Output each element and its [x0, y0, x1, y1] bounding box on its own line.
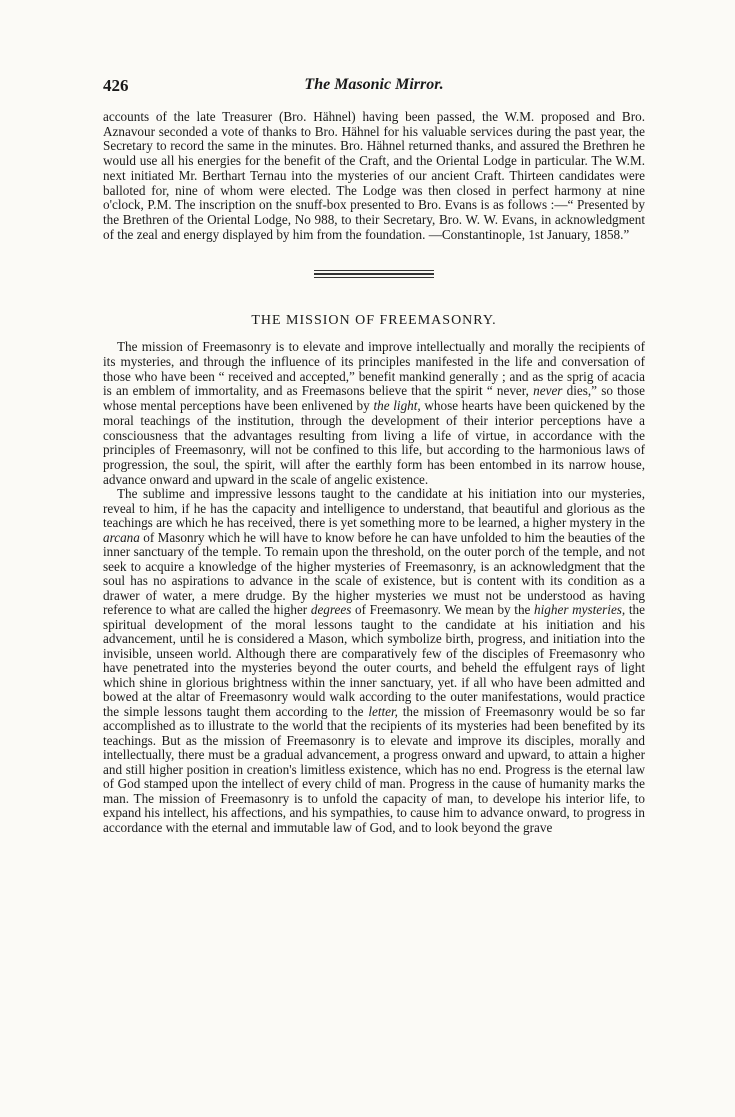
- section-divider: [314, 270, 434, 278]
- paragraph-1-italic-never: never: [533, 383, 563, 399]
- paragraph-1-italic-the-light: the light,: [373, 398, 421, 414]
- paragraph-2-italic-higher-mysteries: higher mysteries,: [534, 602, 626, 618]
- paragraph-1-text-a: The mission of Freemasonry is to elevate and improve intellectually and morally the recipients of its mysteries, and through the influence of its principles manifested in the life and conversation of those who have been “ received and accepted,” benefit mankind generally ; and as the sprig of acacia is an emblem of immortality, and as Freemasons believe that the spirit “ never,: [103, 339, 645, 399]
- running-head: [103, 76, 645, 100]
- paragraph-1-text-e: whose hearts have been quickened by the moral teachings of the institution, through the development of their interior perceptions have a consciousness that the advantages resulting from living a life of virtue, in accordance with the principles of Freemasonry, will not be confined to this life, but according to the harmonious laws of progression, the soul, the spirit, will after the earthly form has been entombed in its narrow house, advance onward and upward in the scale of angelic existence.: [103, 398, 646, 487]
- paragraph-2-text-g: the spiritual development of the moral lessons taught to the candidate at his initiation and his advancement, until he is considered a Mason, which symbolize birth, progress, and initiation into the invisible, unseen world. Although there are comparatively few of the disciples of Freemasonry who have penetrated into the mysteries beyond the outer courts, and beheld the effulgent rays of light which shine in glorious brightness within the inner sanctuary, yet. if all who have been admitted and bowed at the altar of Freemasonry would walk according to the outer manifestations, would practice the simple lessons taught them according to the: [103, 602, 645, 719]
- paragraph-2-text-a: The sublime and impressive lessons taught to the candidate at his initiation into our mysteries, reveal to him, if he has the capacity and intelligence to understand, that beautiful and glorious as the teachings are which he has received, there is yet something more to be learned, a higher mystery in the: [103, 486, 645, 531]
- article-paragraph-2: [103, 487, 645, 835]
- paragraph-1-text-c: dies,” so those whose mental perceptions have been enlivened by: [103, 383, 645, 414]
- intro-paragraph: accounts of the late Treasurer (Bro. Hähnel) having been passed, the W.M. proposed and Bro. Aznavour seconded a vote of thanks to Bro. Hähnel for his valuable services during the past year, the Secretary to record the same in the minutes. Bro. Hähnel returned thanks, and assured the Brethren he would use all his energies for the benefit of the Craft, and the Oriental Lodge in particular. The W.M. next initiated Mr. Berthart Ternau into the mysteries of our ancient Craft. Thirteen candidates were balloted for, nine of whom were elected. The Lodge was then closed in perfect harmony at nine o'clock, P.M. The inscription on the snuff-box presented to Bro. Evans is as follows :—“ Presented by the Brethren of the Oriental Lodge, No 988, to their Secretary, Bro. W. W. Evans, in acknowledgment of the zeal and energy displayed by him from the foundation. —Constantinople, 1st January, 1858.”: [103, 109, 645, 242]
- article-paragraph-1: [103, 340, 645, 487]
- divider-rule-top: [314, 270, 434, 271]
- paragraph-2-italic-letter: letter,: [368, 703, 398, 719]
- page-number: 426: [103, 76, 129, 95]
- paragraph-2-italic-degrees: degrees: [310, 602, 352, 618]
- divider-rule-bottom: [314, 277, 434, 278]
- paragraph-2-text-c: of Masonry which he will have to know before he can have unfolded to him the beauties of the inner sanctuary of the temple. To remain upon the threshold, on the outer porch of the temple, and not seek to acquire a knowledge of the higher mysteries of Freemasonry, is an acknowledgment that the soul has no aspirations to advance in the scale of existence, but is content with its condition as a drawer of water, a mere drudge. By the higher mysteries we must not be understood as having reference to what are called the higher: [103, 529, 645, 618]
- paragraph-2-text-e: of Freemasonry. We mean by the: [351, 602, 535, 618]
- section-heading: THE MISSION OF FREEMASONRY.: [251, 313, 497, 329]
- paragraph-2-italic-arcana: arcana: [103, 529, 140, 545]
- running-title: The Masonic Mirror.: [304, 76, 444, 93]
- divider-rule-middle: [314, 273, 434, 275]
- paragraph-2-text-i: the mission of Freemasonry would be so far accomplished as to illustrate to the world that the recipients of its mysteries had been benefited by its teachings. But as the mission of Freemasonry is to elevate and improve its disciples, morally and intellectually, there must be a gradual advancement, a progress onward and upward, to attain a higher and still higher position in creation's limitless existence, which has no end. Progress is the eternal law of God stamped upon the intellect of every child of man. Progress in the cause of humanity marks the man. The mission of Freemasonry is to unfold the capacity of man, to develope his interior life, to expand his intellect, his affections, and his sympathies, to cause him to advance onward, to progress in accordance with the eternal and immutable law of God, and to look beyond the grave: [103, 703, 645, 835]
